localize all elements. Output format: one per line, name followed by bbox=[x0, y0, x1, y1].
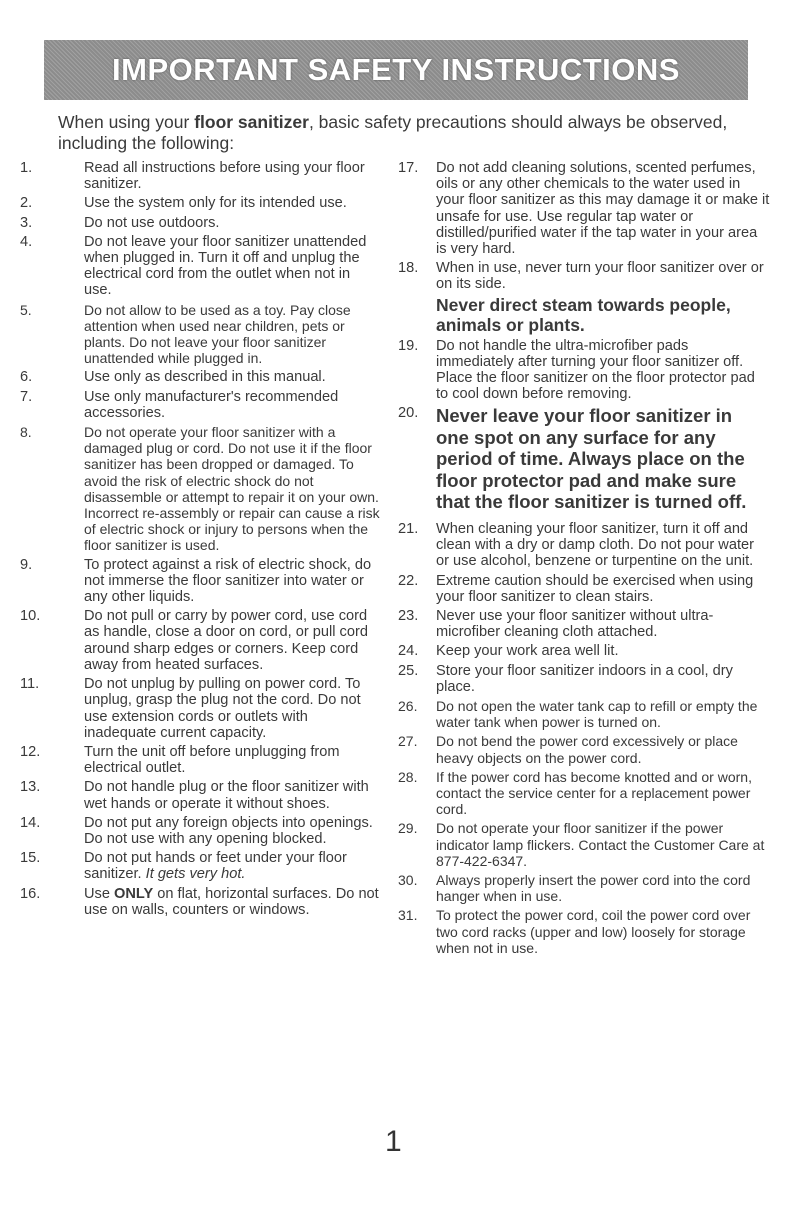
list-item: 19. Do not handle the ultra-microfiber pads immediately after turning your floor sanitizer off. Place the floor sanitizer on the floor protector pad to cool down before removing. bbox=[398, 337, 755, 403]
intro-after: , basic safety precautions should always be observed, including the following: bbox=[58, 112, 728, 153]
list-item: 14. Do not put any foreign objects into openings. Do not use with any opening blocked. bbox=[20, 814, 373, 847]
list-item: 26. Do not open the water tank cap to refill or empty the water tank when power is turned on. bbox=[398, 697, 758, 731]
list-item: 30. Always properly insert the power cord into the cord hanger when in use. bbox=[398, 872, 751, 905]
list-item: 10. Do not pull or carry by power cord, use cord as handle, close a door on cord, or pull cord around sharp edges or corners. Keep cord away from heated surfaces. bbox=[20, 608, 368, 673]
list-item: 16. Use ONLY on flat, horizontal surfaces. Do not use on walls, counters or windows. bbox=[20, 885, 379, 918]
list-item: 13. Do not handle plug or the floor sanitizer with wet hands or operate it without shoes. bbox=[20, 779, 369, 812]
list-item: 9. To protect against a risk of electric shock, do not immerse the floor sanitizer into water or any other liquids. bbox=[20, 556, 372, 606]
list-item: 20. Never leave your floor sanitizer in one spot on any surface for any period of time. Always place on the floor protector pad and make sure that the floor sanitizer is turned off. bbox=[398, 405, 747, 513]
list-item: 11. Do not unplug by pulling on power cord. To unplug, grasp the plug not the cord. Do not use extension cords or outlets with inadequate current capacity. bbox=[20, 676, 361, 741]
list-item: 5. Do not allow to be used as a toy. Pay close attention when used near children, pets or plants. Do not leave your floor sanitizer unattended while plugged in. bbox=[20, 301, 351, 367]
intro-before: When using your bbox=[58, 112, 195, 132]
steam-warning: Never direct steam towards people, animals or plants. bbox=[436, 294, 731, 335]
list-item: 23. Never use your floor sanitizer without ultra-microfiber cleaning cloth attached. bbox=[398, 607, 714, 641]
right-column-list bbox=[398, 160, 770, 959]
list-item: 12. Turn the unit off before unplugging from electrical outlet. bbox=[20, 743, 340, 777]
left-column-list bbox=[20, 160, 380, 921]
list-item: 31. To protect the power cord, coil the power cord over two cord racks (upper and low) loosely for storage when not in use. bbox=[398, 907, 751, 956]
list-item: 3. Do not use outdoors. bbox=[20, 214, 220, 231]
list-item: 27. Do not bend the power cord excessively or place heavy objects on the power cord. bbox=[398, 733, 738, 766]
list-item: 24. Keep your work area well lit. bbox=[398, 643, 619, 660]
list-item: 1. Read all instructions before using your floor sanitizer. bbox=[20, 160, 365, 193]
list-item: 6. Use only as described in this manual. bbox=[20, 369, 326, 386]
list-item: 4. Do not leave your floor sanitizer unattended when plugged in. Turn it off and unplug the electrical cord from the outlet when not in use. bbox=[20, 233, 367, 299]
list-item: 22. Extreme caution should be exercised when using your floor sanitizer to clean stairs. bbox=[398, 572, 754, 605]
only-emphasis: ONLY bbox=[114, 885, 154, 902]
page-number: 1 bbox=[385, 1125, 402, 1158]
intro-text bbox=[58, 112, 758, 154]
list-item: 29. Do not operate your floor sanitizer if the power indicator lamp flickers. Contact the Customer Care at 877-422-6347. bbox=[398, 820, 765, 869]
list-item: 15. Do not put hands or feet under your floor sanitizer. It gets very hot. bbox=[20, 850, 347, 883]
list-item: 8. Do not operate your floor sanitizer with a damaged plug or cord. Do not use it if the floor sanitizer has been dropped or damaged. To avoid the risk of electric shock do not disassemble or attempt to repair it on your own. Incorrect re-assembly or repair can cause a risk of electric shock or injury to persons when the floor sanitizer is used. bbox=[20, 424, 380, 554]
list-item: 18. When in use, never turn your floor sanitizer over or on its side. Never direct steam towards people, animals or plants. bbox=[398, 260, 770, 334]
list-item: 17. Do not add cleaning solutions, scented perfumes, oils or any other chemicals to the water used in your floor sanitizer as this may damage it or make it unsafe for use. Use regular tap water or distilled/purified water if the tap water in your area is very hard. bbox=[398, 160, 770, 258]
placement-warning: Never leave your floor sanitizer in one spot on any surface for any period of time. Always place on the floor protector pad and make sure that the floor sanitizer is turned off. bbox=[436, 405, 747, 513]
list-item: 21. When cleaning your floor sanitizer, turn it off and clean with a dry or damp cloth. Do not pour water or use alcohol, benzene or turpentine on the unit. bbox=[398, 520, 754, 570]
list-item: 25. Store your floor sanitizer indoors in a cool, dry place. bbox=[398, 662, 733, 695]
title-banner bbox=[44, 40, 748, 100]
list-item: 28. If the power cord has become knotted and or worn, contact the service center for a replacement power cord. bbox=[398, 768, 752, 818]
list-item: 2. Use the system only for its intended use. bbox=[20, 195, 347, 212]
page-title: IMPORTANT SAFETY INSTRUCTIONS bbox=[112, 52, 680, 87]
hot-warning: It gets very hot. bbox=[145, 866, 246, 883]
intro-bold: floor sanitizer bbox=[194, 112, 309, 132]
list-item: 7. Use only manufacturer's recommended accessories. bbox=[20, 388, 339, 421]
